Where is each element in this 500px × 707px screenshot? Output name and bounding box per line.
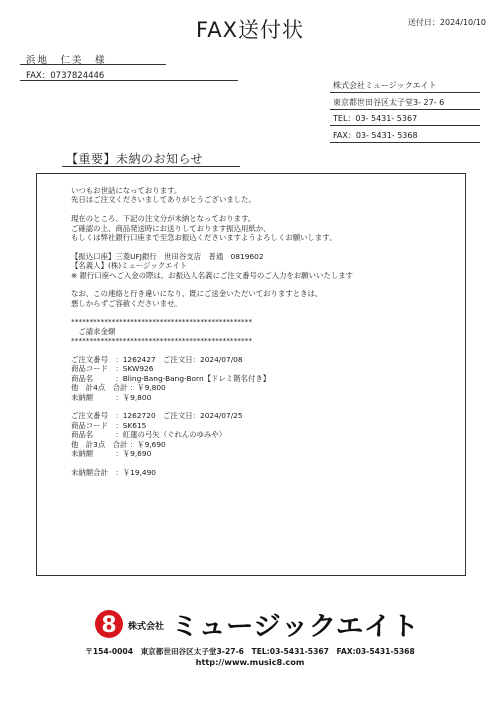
message-line: ************************************************* bbox=[71, 317, 253, 327]
message-line: 【名義人】(株)ミュージックエイト bbox=[71, 261, 188, 271]
message-line bbox=[71, 242, 461, 251]
message-line: 悪しからずご容赦くださいませ。 bbox=[71, 298, 182, 308]
message-line: 先日はご注文くださいましてありがとうございました。 bbox=[71, 195, 256, 205]
message-line: 商品コード ：SKW926 bbox=[71, 364, 154, 374]
message-line bbox=[71, 458, 461, 467]
notice-title: 【重要】未納のお知らせ bbox=[66, 152, 204, 166]
recipient-name: 浜地 仁美 様 bbox=[26, 55, 107, 66]
recipient-fax-underline bbox=[20, 80, 238, 81]
logo-name: ミュージックエイト bbox=[171, 612, 419, 642]
sender-fax: FAX：03- 5431- 5368 bbox=[333, 131, 418, 140]
message-line: 他 計4点 合計 ：￥9,800 bbox=[71, 383, 166, 393]
message-line: 未納額 ：￥9,800 bbox=[71, 392, 152, 402]
message-line bbox=[71, 308, 461, 317]
logo-graphic bbox=[95, 604, 425, 644]
message-line: ご注文番号 ：1262427 ご注文日：2024/07/08 bbox=[71, 355, 243, 365]
recipient-name-underline bbox=[20, 64, 166, 65]
message-body bbox=[71, 186, 461, 477]
message-line bbox=[71, 280, 461, 289]
message-line: ************************************************* bbox=[71, 336, 253, 346]
sender-divider bbox=[330, 109, 480, 110]
message-line bbox=[71, 346, 461, 355]
message-line: ※ 銀行口座へご入金の際は、お振込人名義にご注文番号のご入力をお願いいたします bbox=[71, 270, 353, 280]
sender-divider bbox=[330, 125, 480, 126]
message-line: ご請求金額 bbox=[71, 326, 116, 336]
sender-tel: TEL：03- 5431- 5367 bbox=[333, 114, 418, 123]
message-line: 他 計3点 合計 ：￥9,690 bbox=[71, 439, 166, 449]
document-title: FAX送付状 bbox=[196, 18, 304, 42]
footer-url: http://www.music8.com bbox=[195, 657, 305, 667]
message-line: いつもお世話になっております。 bbox=[71, 186, 182, 195]
message-line: なお、この連絡と行き違いになり、既にご送金いただいておりますときは、 bbox=[71, 289, 323, 299]
sender-company: 株式会社ミュージックエイト bbox=[333, 81, 437, 90]
message-line: 未納額 ：￥9,690 bbox=[71, 448, 152, 458]
message-line bbox=[71, 205, 461, 214]
sender-divider bbox=[330, 142, 480, 143]
logo-prefix: 株式会社 bbox=[128, 622, 165, 632]
message-line: 商品名 ：Bling-Bang-Bang-Born【ドレミ階名付き】 bbox=[71, 373, 271, 383]
message-line: 【振込口座】三菱UFJ銀行 世田谷支店 普通 0819602 bbox=[71, 251, 264, 261]
sender-address: 東京都世田谷区太子堂3- 27- 6 bbox=[333, 98, 445, 107]
message-line: 商品名 ：紅蓮の弓矢（ぐれんのゆみや） bbox=[71, 430, 227, 440]
message-line bbox=[71, 402, 461, 411]
message-line: 現在のところ、下記の注文分が未納となっております。 bbox=[71, 214, 256, 224]
message-line: ご確認の上、商品発送時にお送りしております振込用紙か、 bbox=[71, 223, 271, 233]
footer-address: 〒154-0004 東京都世田谷区太子堂3-27-6 TEL:03-5431-5367 FAX:03-5431-5368 bbox=[85, 647, 415, 656]
message-line: 未納額合計 ：￥19,490 bbox=[71, 467, 156, 477]
send-date: 送付日：2024/10/10 bbox=[407, 18, 486, 27]
logo-mark-digit: 8 bbox=[101, 613, 117, 638]
notice-title-underline bbox=[62, 166, 240, 167]
message-line: ご注文番号 ：1262720 ご注文日：2024/07/25 bbox=[71, 411, 243, 421]
message-line: 商品コード ：SK615 bbox=[71, 420, 147, 430]
recipient-fax: FAX：0737824446 bbox=[26, 71, 105, 81]
company-logo bbox=[95, 604, 425, 644]
sender-divider bbox=[330, 92, 480, 93]
message-line: もしくは弊社銀行口座まで至急お振込くださいますようよろしくお願いします。 bbox=[71, 232, 337, 242]
